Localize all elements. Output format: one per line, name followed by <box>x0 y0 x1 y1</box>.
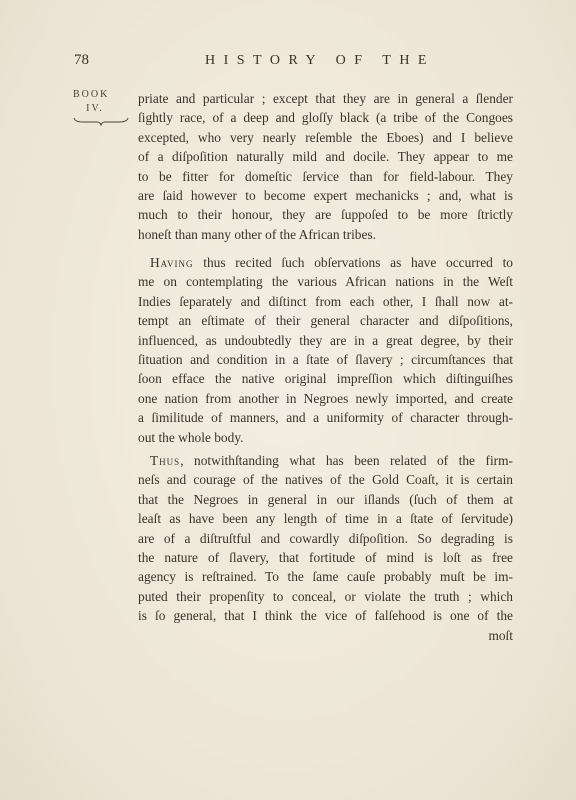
text-line-rest: , notwithſtanding what has been related of the firm- <box>180 453 513 468</box>
text-line-with-lead <box>138 253 513 272</box>
text-line: influenced, as undoubtedly they are in a great degree, by their <box>138 332 513 348</box>
text-line: agency is reſtrained. To the ſame cauſe probably muſt be im- <box>138 569 513 585</box>
text-line: of a diſpoſition naturally mild and docile. They appear to me <box>138 149 513 165</box>
text-line: honeſt than many other of the African tribes. <box>138 226 376 242</box>
paragraph-2 <box>138 253 513 447</box>
book-number: IV. <box>86 103 104 114</box>
text-line: to be fitter for domeſtic ſervice than for field-labour. They <box>138 168 513 184</box>
text-line: are of a diſtruſtful and cowardly diſpoſition. So degrading is <box>138 530 513 546</box>
text-line: Indies ſeparately and diſtinct from each other, I ſhall now at- <box>138 293 513 309</box>
paragraph-lead-word: Thus <box>150 453 181 468</box>
margin-note <box>73 88 135 126</box>
text-line: out the whole body. <box>138 429 244 445</box>
text-line: tempt an eſtimate of their general character and diſpoſitions, <box>138 313 513 329</box>
running-title: HISTORY OF THE <box>205 53 435 68</box>
text-line: one nation from another in Negroes newly imported, and create <box>138 390 513 406</box>
text-line: a ſimilitude of manners, and a uniformity of character through- <box>138 410 513 426</box>
text-line-with-lead <box>138 451 513 470</box>
text-line: ſightly race, of a deep and gloſſy black (a tribe of the Congoes <box>138 110 513 126</box>
book-label: BOOK <box>73 89 110 100</box>
paragraph-lead-word: Having <box>150 255 194 270</box>
text-line-rest: thus recited ſuch obſervations as have occurred to <box>193 255 513 270</box>
paragraph-3 <box>138 451 513 645</box>
paragraph-1 <box>138 89 513 244</box>
catchword: moſt <box>488 627 513 643</box>
text-line: neſs and courage of the natives of the Gold Coaſt, it is certain <box>138 472 513 488</box>
brace-ornament-icon <box>73 116 129 126</box>
page-number: 78 <box>74 52 89 68</box>
text-line: leaſt as have been any length of time in a ſtate of ſervitude) <box>138 511 513 527</box>
text-line: much to their honour, they are ſuppoſed to be more ſtrictly <box>138 207 513 223</box>
text-line: puted their propenſity to conceal, or violate the truth ; which <box>138 588 513 604</box>
text-line: excepted, who very nearly reſemble the Eboes) and I believe <box>138 129 513 145</box>
text-line: is ſo general, that I think the vice of falſehood is one of the <box>138 608 513 624</box>
text-line: priate and particular ; except that they are in general a ſlender <box>138 91 513 106</box>
text-line: me on contemplating the various African nations in the Weſt <box>138 274 513 290</box>
text-line: the nature of ſlavery, that fortitude of mind is loſt as free <box>138 549 513 565</box>
text-line: are ſaid however to become expert mechanicks ; and, what is <box>138 187 513 203</box>
text-line: that the Negroes in general in our iſlands (ſuch of them at <box>138 491 513 507</box>
page-header <box>0 52 576 74</box>
text-line: ſoon efface the native original impreſſion which diſtinguiſhes <box>138 371 513 387</box>
text-line: ſituation and condition in a ſtate of ſlavery ; circumſtances that <box>138 351 513 367</box>
